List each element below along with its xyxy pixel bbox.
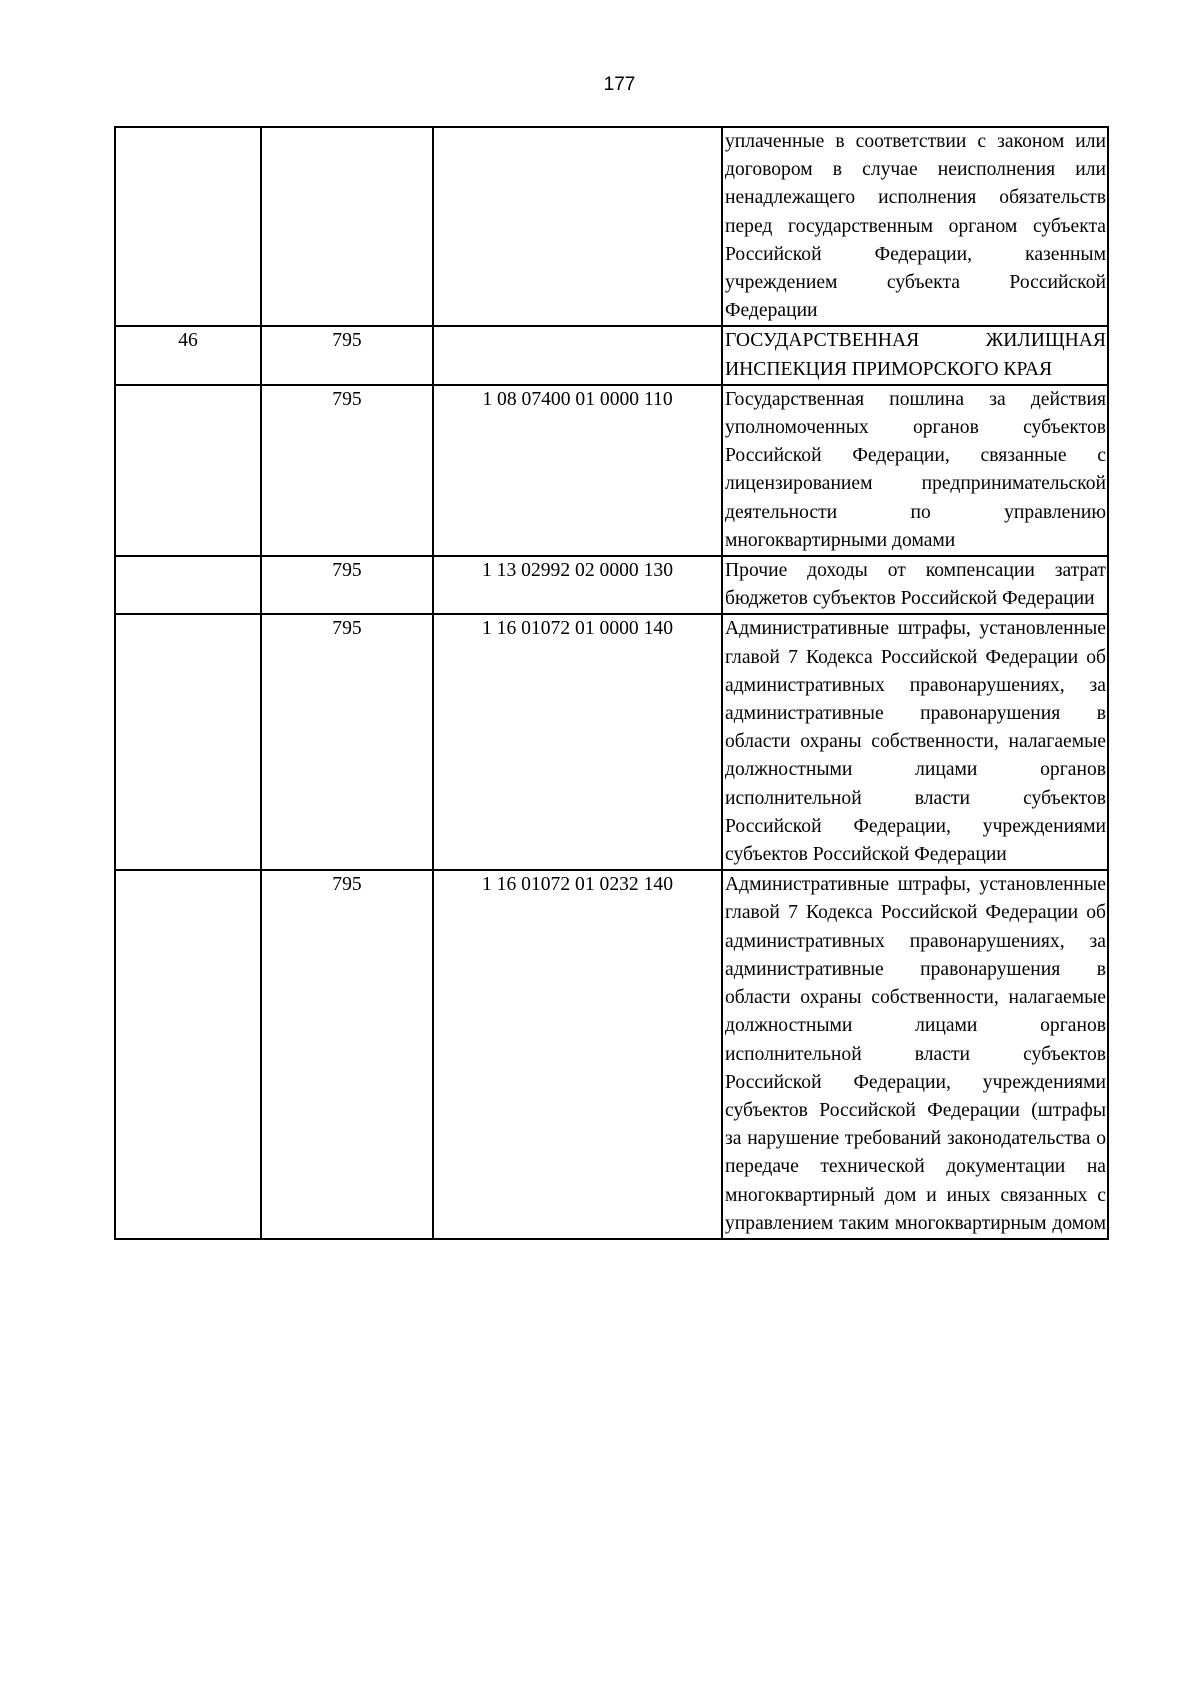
row-number-cell	[115, 614, 261, 870]
table-row	[115, 870, 1108, 1239]
budget-code-cell: 1 13 02992 02 0000 130	[433, 556, 722, 614]
description-cell: Административные штрафы, установленные главой 7 Кодекса Российской Федерации об административных правонарушениях, за административные правонарушения в области охраны собственности, налагаемые должностными лицами органов исполнительной власти субъектов Российской Федерации, учреждениями субъектов Российской Федерации (штрафы за нарушение требований законодательства о передаче технической документации на многоквартирный дом и иных связанных с управлением таким многоквартирным домом	[722, 870, 1108, 1239]
table-row	[115, 385, 1108, 556]
budget-code-cell	[433, 127, 722, 326]
budget-code-cell: 1 08 07400 01 0000 110	[433, 385, 722, 556]
description-cell: Государственная пошлина за действия уполномоченных органов субъектов Российской Федерации, связанные с лицензированием предпринимательской деятельности по управлению многоквартирными домами	[722, 385, 1108, 556]
agency-heading-cell: ГОСУДАРСТВЕННАЯ ЖИЛИЩНАЯ ИНСПЕКЦИЯ ПРИМОРСКОГО КРАЯ	[722, 326, 1108, 384]
budget-code-cell	[433, 326, 722, 384]
admin-code-cell: 795	[261, 385, 433, 556]
page-number: 177	[603, 74, 636, 95]
budget-code-cell: 1 16 01072 01 0000 140	[433, 614, 722, 870]
row-number-cell: 46	[115, 326, 261, 384]
row-number-cell	[115, 385, 261, 556]
description-cell: Административные штрафы, установленные главой 7 Кодекса Российской Федерации об административных правонарушениях, за административные правонарушения в области охраны собственности, налагаемые должностными лицами органов исполнительной власти субъектов Российской Федерации, учреждениями субъектов Российской Федерации	[722, 614, 1108, 870]
row-number-cell	[115, 870, 261, 1239]
table-row	[115, 326, 1108, 384]
table-row	[115, 614, 1108, 870]
admin-code-cell: 795	[261, 870, 433, 1239]
admin-code-cell: 795	[261, 326, 433, 384]
table-row	[115, 127, 1108, 326]
description-cell: Прочие доходы от компенсации затрат бюджетов субъектов Российской Федерации	[722, 556, 1108, 614]
budget-code-cell: 1 16 01072 01 0232 140	[433, 870, 722, 1239]
revenue-codes-table	[114, 126, 1109, 1240]
admin-code-cell: 795	[261, 614, 433, 870]
table-row	[115, 556, 1108, 614]
admin-code-cell: 795	[261, 556, 433, 614]
description-cell: уплаченные в соответствии с законом или договором в случае неисполнения или ненадлежащего исполнения обязательств перед государственным органом субъекта Российской Федерации, казенным учреждением субъекта Российской Федерации	[722, 127, 1108, 326]
row-number-cell	[115, 556, 261, 614]
admin-code-cell	[261, 127, 433, 326]
row-number-cell	[115, 127, 261, 326]
